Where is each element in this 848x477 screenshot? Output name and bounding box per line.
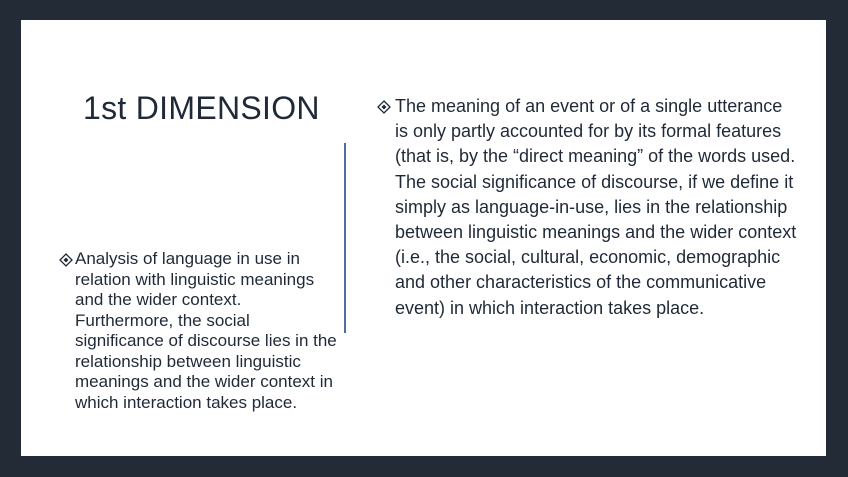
diamond-bullet-icon <box>377 100 391 114</box>
right-bullet-item <box>377 94 797 321</box>
right-bullet-text: The meaning of an event or of a single utterance is only partly accounted for by its formal features (that is, by the “direct meaning” of the words used. The social significance of discourse, if we define it simply as language-in-use, lies in the relationship between linguistic meanings and the wider context (i.e., the social, cultural, economic, demographic and other characteristics of the communicative event) in which interaction takes place. <box>395 96 797 318</box>
diamond-bullet-icon <box>59 253 73 267</box>
left-bullet-item <box>59 249 339 413</box>
vertical-divider <box>344 143 346 333</box>
slide-title: 1st DIMENSION <box>83 90 320 126</box>
left-bullet-text: Analysis of language in use in relation with linguistic meanings and the wider context. Furthermore, the social significance of discourse lies in the relationship between linguistic meanings and the wider context in which interaction takes place. <box>75 249 337 412</box>
slide <box>21 20 826 456</box>
